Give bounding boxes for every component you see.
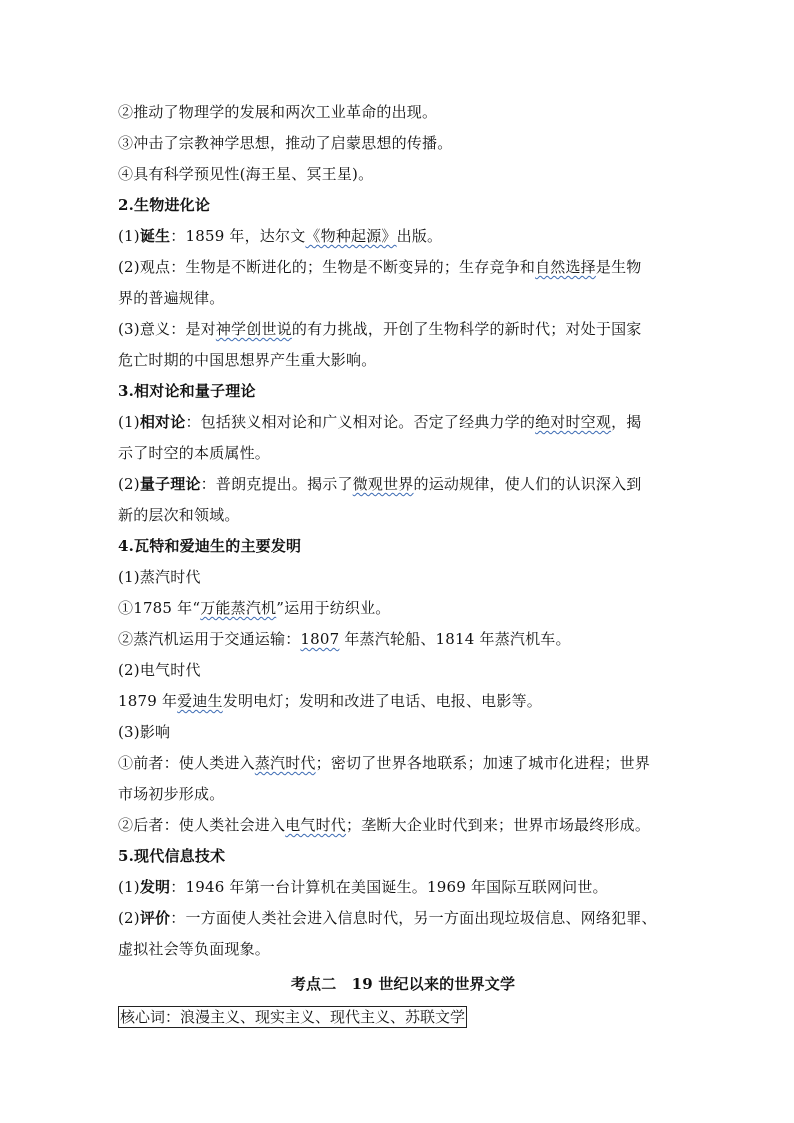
text-line: ①前者：使人类进入蒸汽时代；密切了世界各地联系；加速了城市化进程；世界 xyxy=(118,754,651,772)
text-line: (1)蒸汽时代 xyxy=(118,568,201,586)
text-line: ②推动了物理学的发展和两次工业革命的出现。 xyxy=(118,103,438,121)
section-heading: 5.现代信息技术 xyxy=(118,847,226,865)
text-line: (1)诞生：1859 年，达尔文《物种起源》出版。 xyxy=(118,227,443,245)
section-heading: 3.相对论和量子理论 xyxy=(118,382,256,400)
text-line: ③冲击了宗教神学思想，推动了启蒙思想的传播。 xyxy=(118,134,453,152)
text-line: 危亡时期的中国思想界产生重大影响。 xyxy=(118,351,377,369)
text-line: ④具有科学预见性(海王星、冥王星)。 xyxy=(118,165,374,183)
section-title: 考点二 19 世纪以来的世界文学 xyxy=(290,975,516,993)
text-line: (3)意义：是对神学创世说的有力挑战，开创了生物科学的新时代；对处于国家 xyxy=(118,320,642,338)
text-line: (1)发明：1946 年第一台计算机在美国诞生。1969 年国际互联网问世。 xyxy=(118,878,608,896)
text-line: 界的普遍规律。 xyxy=(118,289,225,307)
text-line: 新的层次和领域。 xyxy=(118,506,240,524)
text-line: (2)评价：一方面使人类社会进入信息时代，另一方面出现垃圾信息、网络犯罪、 xyxy=(118,909,657,927)
text-line: (1)相对论：包括狭义相对论和广义相对论。否定了经典力学的绝对时空观，揭 xyxy=(118,413,642,431)
text-line: (2)量子理论：普朗克提出。揭示了微观世界的运动规律，使人们的认识深入到 xyxy=(118,475,642,493)
text-line: (3)影响 xyxy=(118,723,171,741)
text-line: (2)电气时代 xyxy=(118,661,201,679)
text-line: 虚拟社会等负面现象。 xyxy=(118,940,271,958)
keywords-box: 核心词：浪漫主义、现实主义、现代主义、苏联文学 xyxy=(120,1008,466,1026)
text-line: 市场初步形成。 xyxy=(118,785,225,803)
section-heading: 2.生物进化论 xyxy=(118,196,211,214)
text-line: 1879 年爱迪生发明电灯；发明和改进了电话、电报、电影等。 xyxy=(118,692,542,710)
text-line: ②后者：使人类社会进入电气时代；垄断大企业时代到来；世界市场最终形成。 xyxy=(118,816,651,834)
text-line: ①1785 年“万能蒸汽机”运用于纺织业。 xyxy=(118,599,391,617)
text-line: (2)观点：生物是不断进化的；生物是不断变异的；生存竞争和自然选择是生物 xyxy=(118,258,642,276)
section-heading: 4.瓦特和爱迪生的主要发明 xyxy=(118,537,302,555)
text-line: ②蒸汽机运用于交通运输：1807 年蒸汽轮船、1814 年蒸汽机车。 xyxy=(118,630,571,648)
text-line: 示了时空的本质属性。 xyxy=(118,444,271,462)
